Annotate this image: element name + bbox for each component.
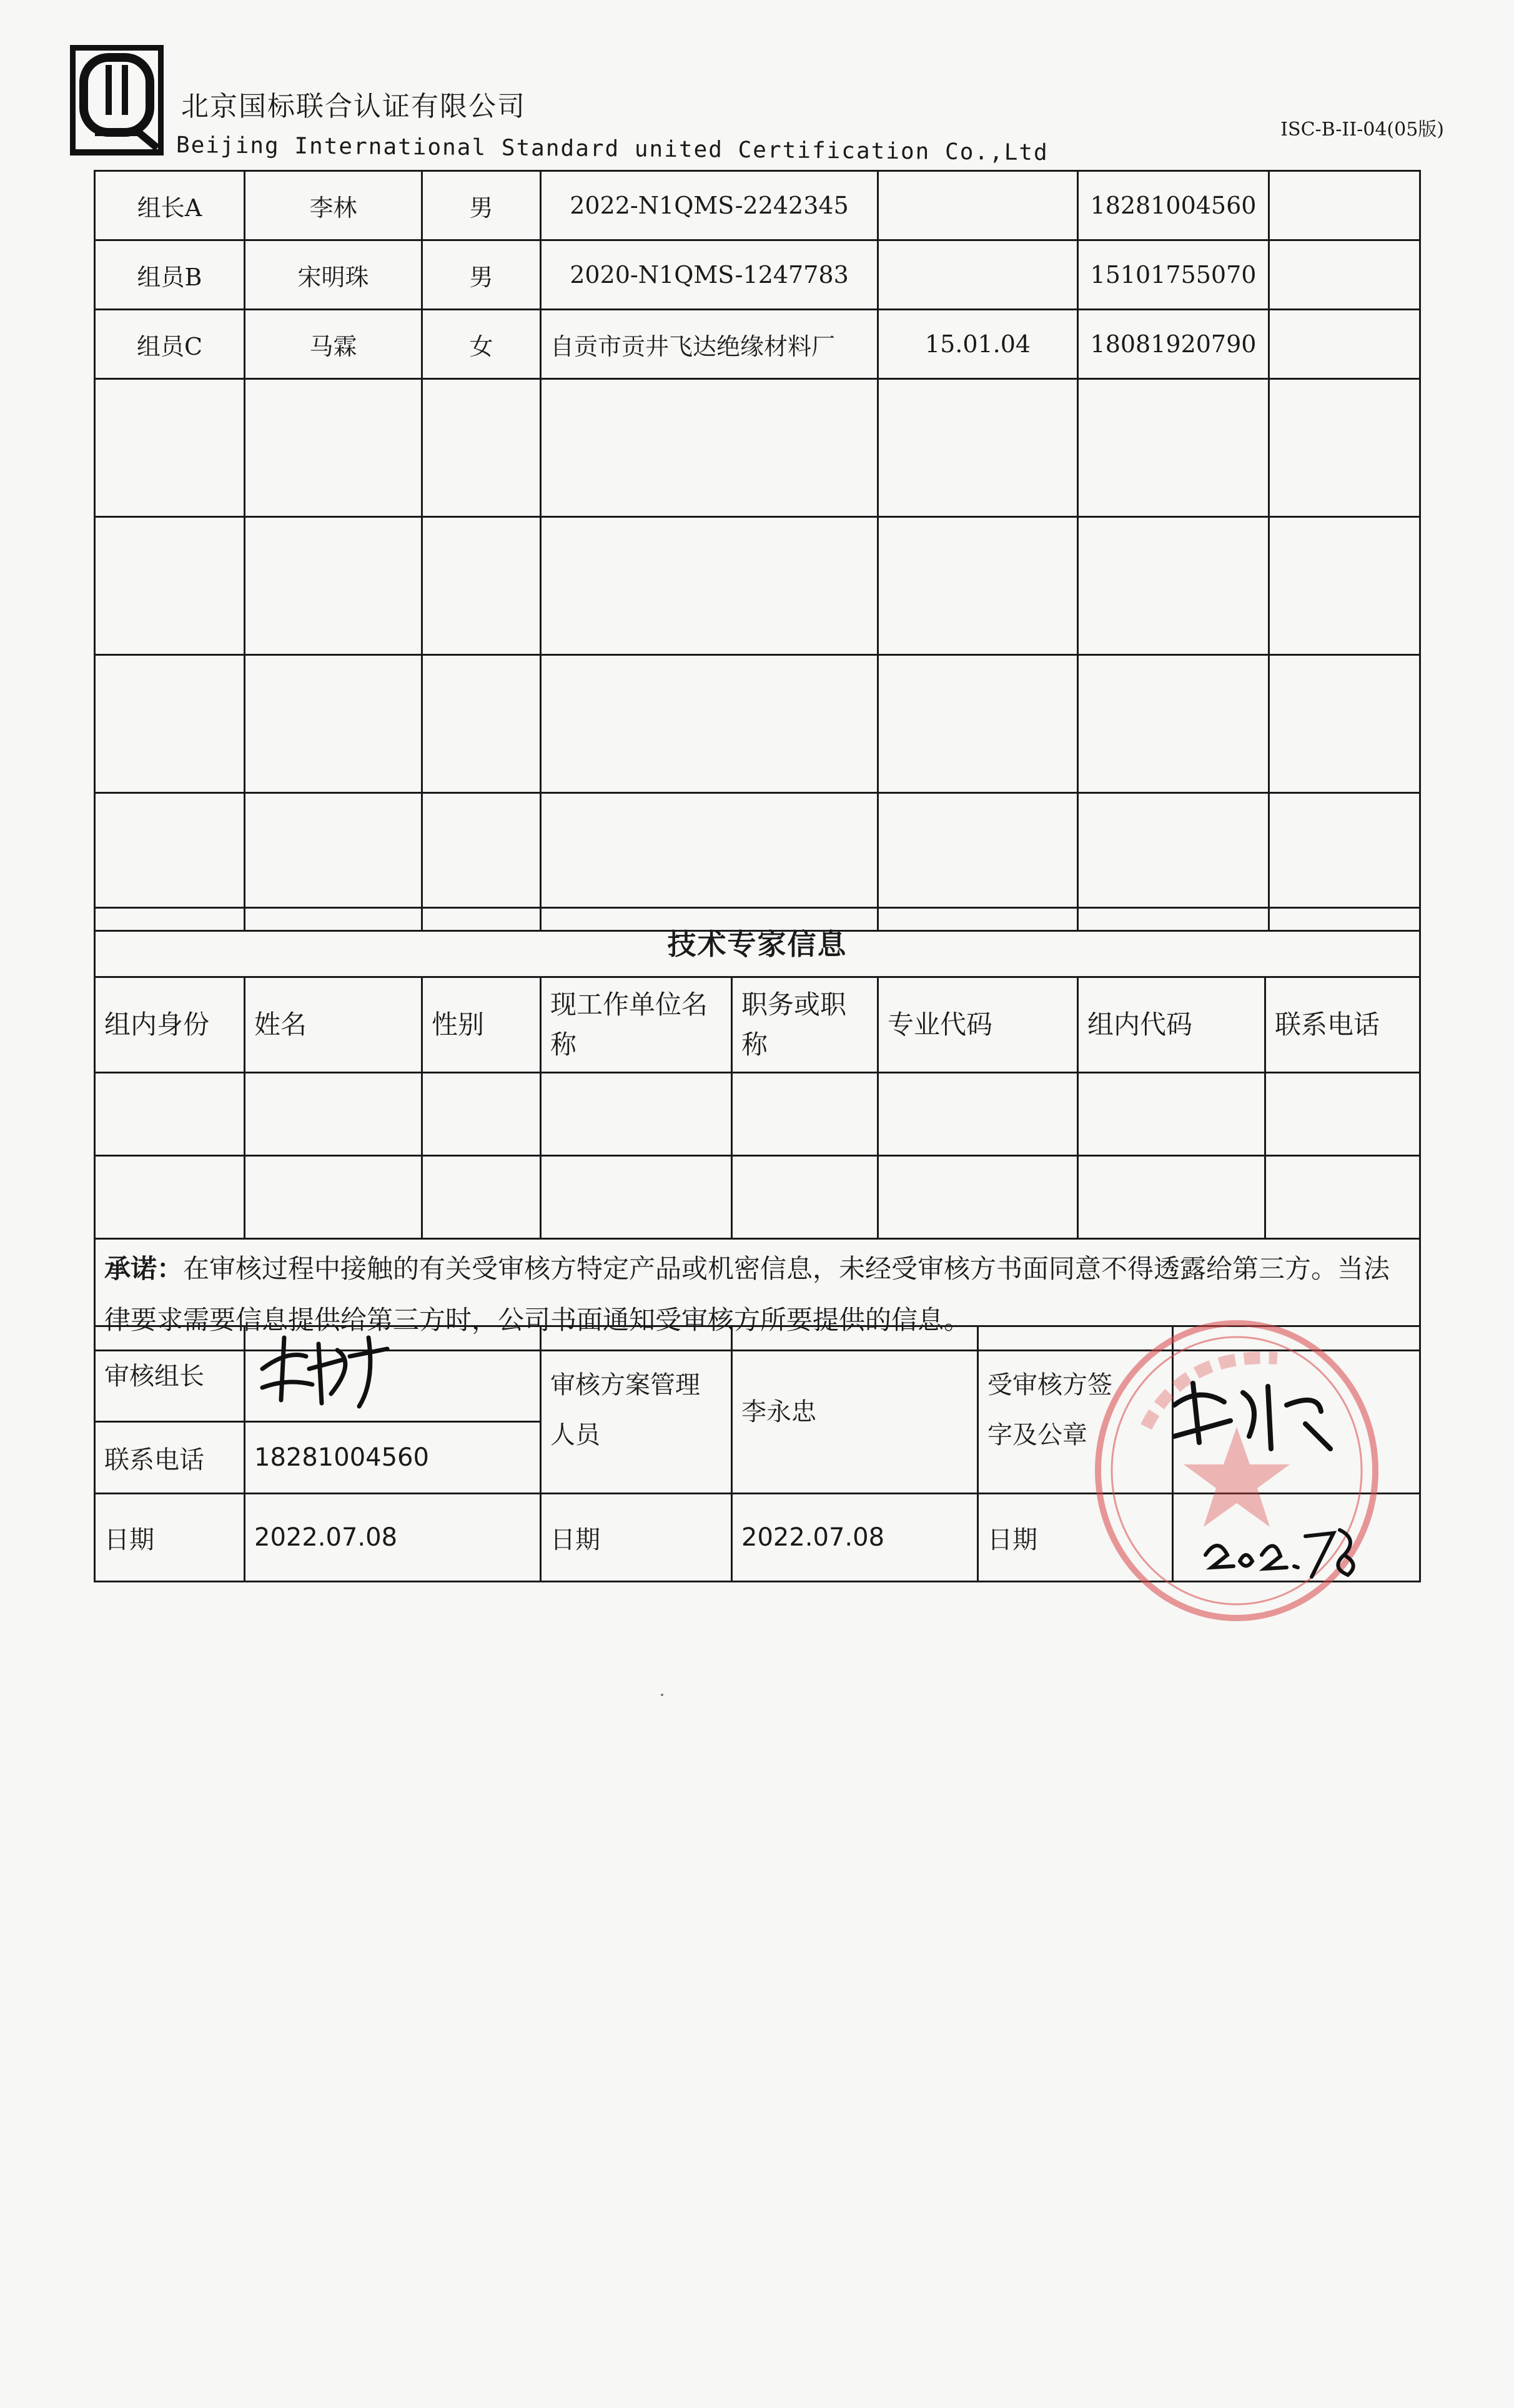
leader-label: 审核组长 <box>95 1326 245 1422</box>
column-header: 姓名 <box>245 977 422 1073</box>
leader-date: 2022.07.08 <box>245 1494 541 1582</box>
member-cert: 2020-N1QMS-1247783 <box>541 240 878 310</box>
document-header <box>70 45 1444 176</box>
company-logo <box>70 45 164 156</box>
member-code: 15.01.04 <box>878 310 1078 379</box>
plan-manager-label: 审核方案管理人员 <box>541 1326 732 1494</box>
phone-label: 联系电话 <box>95 1422 245 1494</box>
member-cert: 2022-N1QMS-2242345 <box>541 171 878 240</box>
date-label: 日期 <box>978 1494 1173 1582</box>
empty-cell <box>1269 240 1420 310</box>
member-name: 李林 <box>245 171 422 240</box>
column-header: 性别 <box>422 977 541 1073</box>
table-row <box>95 240 1420 310</box>
column-header: 联系电话 <box>1265 977 1420 1073</box>
signoff-table <box>94 1325 1421 1582</box>
table-row <box>95 1156 1420 1239</box>
column-header: 组内身份 <box>95 977 245 1073</box>
date-label: 日期 <box>95 1494 245 1582</box>
pledge-label: 承诺： <box>104 1253 184 1284</box>
table-row <box>95 655 1420 793</box>
member-code <box>878 171 1078 240</box>
member-gender: 男 <box>422 171 541 240</box>
date-label: 日期 <box>541 1494 732 1582</box>
table-row <box>95 310 1420 379</box>
auditee-label: 受审核方签字及公章 <box>978 1326 1173 1494</box>
leader-signature-cell <box>245 1326 541 1422</box>
member-name: 宋明珠 <box>245 240 422 310</box>
member-role: 组员C <box>95 310 245 379</box>
scan-speck <box>661 1694 663 1696</box>
manager-date: 2022.07.08 <box>732 1494 978 1582</box>
member-gender: 男 <box>422 240 541 310</box>
auditee-date-cell <box>1173 1494 1420 1582</box>
technical-experts-table <box>94 907 1421 1351</box>
member-phone: 18281004560 <box>1078 171 1269 240</box>
table-row <box>95 379 1420 517</box>
member-name: 马霖 <box>245 310 422 379</box>
table-header-row <box>95 977 1420 1073</box>
auditee-signature-cell <box>1173 1326 1420 1494</box>
leader-phone: 18281004560 <box>245 1422 541 1494</box>
pledge-text: 在审核过程中接触的有关受审核方特定产品或机密信息，未经受审核方书面同意不得透露给第三方。当法律要求需要信息提供给第三方时，公司书面通知受审核方所要提供的信息。 <box>104 1253 1390 1335</box>
team-members-table <box>94 170 1421 932</box>
table-row <box>95 171 1420 240</box>
member-role: 组长A <box>95 171 245 240</box>
column-header: 专业代码 <box>878 977 1078 1073</box>
column-header: 职务或职称 <box>732 977 878 1073</box>
empty-cell <box>1269 310 1420 379</box>
company-name-cn: 北京国标联合认证有限公司 <box>181 91 526 122</box>
plan-manager-name: 李永忠 <box>732 1326 978 1494</box>
member-phone: 15101755070 <box>1078 240 1269 310</box>
experts-section-title: 技术专家信息 <box>95 908 1420 977</box>
empty-cell <box>1269 171 1420 240</box>
table-row <box>95 517 1420 655</box>
member-code <box>878 240 1078 310</box>
column-header: 现工作单位名称 <box>541 977 732 1073</box>
company-name-en: Beijing International Standard united Certification Co.,Ltd <box>176 132 1049 166</box>
member-role: 组员B <box>95 240 245 310</box>
table-row <box>95 1073 1420 1156</box>
member-cert: 自贡市贡井飞达绝缘材料厂 <box>541 310 878 379</box>
document-code: ISC-B-II-04(05版) <box>1280 119 1444 141</box>
member-gender: 女 <box>422 310 541 379</box>
column-header: 组内代码 <box>1078 977 1265 1073</box>
member-phone: 18081920790 <box>1078 310 1269 379</box>
